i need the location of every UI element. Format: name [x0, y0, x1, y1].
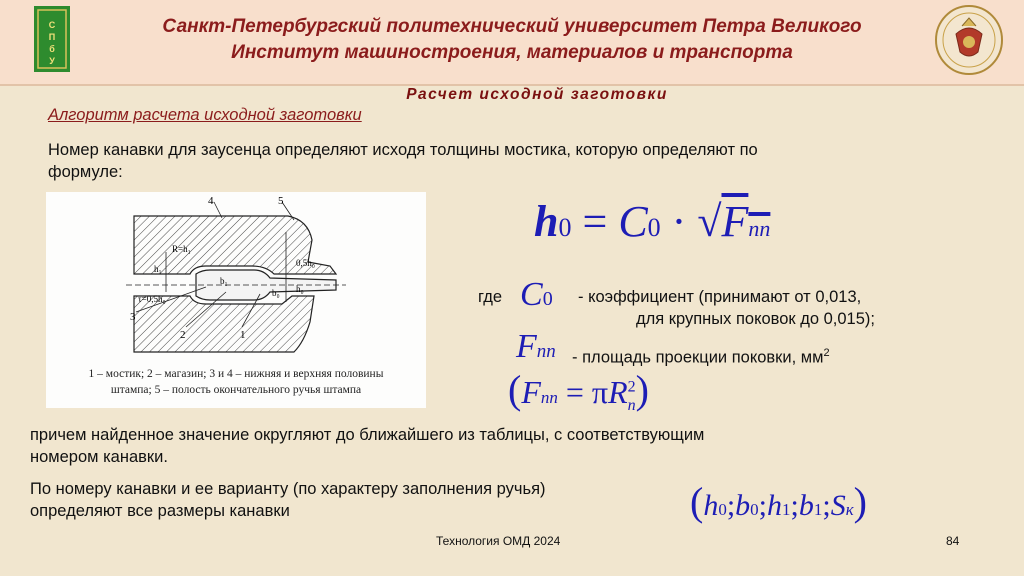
footer-page-number: 84: [946, 534, 960, 548]
figure-label-4: 4: [208, 195, 214, 207]
university-emblem-icon: [934, 4, 1004, 76]
formula-groove-dimensions: (h0;b0;h1;b1;Sк): [690, 479, 867, 524]
symbol-c0: C0: [520, 276, 553, 313]
figure-label-5: 5: [278, 195, 284, 207]
figure-label-2: 2: [180, 329, 186, 341]
c0-description-line2: для крупных поковок до 0,015);: [636, 310, 875, 328]
svg-text:С: С: [48, 20, 56, 30]
header-institute-name: Институт машиностроения, материалов и транспорта: [231, 42, 793, 63]
where-label: где: [478, 288, 503, 306]
header-university-name: Санкт-Петербургский политехнический университет Петра Великого: [162, 16, 862, 37]
footer-course-name: Технология ОМД 2024: [436, 534, 561, 548]
rounding-text-line2: номером канавки.: [30, 448, 168, 466]
figure-label-h0: h₀: [296, 284, 304, 294]
figure-label-tau: τ=0,5h₀: [138, 294, 166, 304]
figure-label-1: 1: [240, 329, 246, 341]
figure-label-h1: h₁: [154, 264, 162, 274]
figure-label-radius: R=h₁: [172, 244, 191, 254]
fpn-description: - площадь проекции поковки, $мм^2$: [572, 347, 830, 367]
rounding-text-line1: причем найденное значение округляют до ближайшего из таблицы, с соответствующим: [30, 426, 705, 444]
intro-text-line1: Номер канавки для заусенца определяют исходя толщины мостика, которую определяют по: [48, 141, 758, 159]
formula-fpn-area: $(Fпп = \pi R^2_п)$: [508, 367, 649, 415]
figure-label-half-h0: 0,5h₀: [296, 258, 315, 268]
formula-h0: h0 = C0 · √Fпп: [534, 197, 771, 246]
section-subtitle: Алгоритм расчета исходной заготовки: [48, 106, 362, 124]
c0-description-line1: - коэффициент (принимают от 0,013,: [578, 288, 862, 306]
flash-groove-diagram: [46, 192, 426, 408]
figure-caption: [50, 366, 422, 398]
svg-text:У: У: [49, 56, 55, 66]
symbol-fpn: Fпп: [516, 328, 556, 365]
final-text-line2: определяют все размеры канавки: [30, 502, 290, 520]
figure-label-b0: b₀: [272, 288, 280, 298]
figure-label-b1: b₁: [220, 276, 228, 286]
slide-title: Расчет исходной заготовки: [406, 86, 668, 103]
svg-text:б: б: [49, 44, 55, 54]
intro-text-line2: формуле:: [48, 163, 123, 181]
svg-text:П: П: [48, 32, 56, 42]
figure-label-3: 3: [130, 311, 136, 323]
figure-caption-line2: штампа; 5 – полость окончательного ручья штампа: [110, 384, 362, 396]
figure-caption-line1: 1 – мостик; 2 – магазин; 3 и 4 – нижняя и верхняя половины: [88, 368, 384, 380]
groove-drawing: [46, 192, 426, 362]
final-text-line1: По номеру канавки и ее варианту (по характеру заполнения ручья): [30, 480, 546, 498]
